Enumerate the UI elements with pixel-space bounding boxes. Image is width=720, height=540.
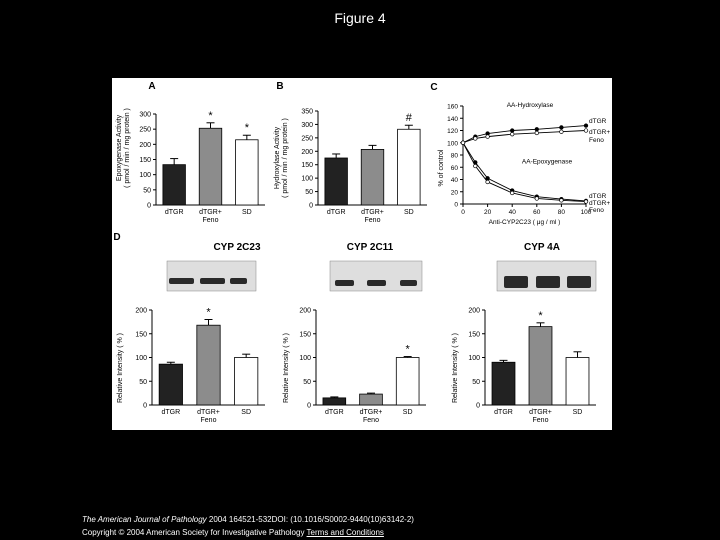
figure-chart: [112, 78, 612, 430]
citation-text: 2004 164521-532DOI: (10.1016/S0002-9440(10)63142-2): [206, 515, 414, 524]
blot-title: CYP 2C11: [346, 242, 394, 253]
significance-mark: *: [206, 306, 211, 319]
bar: [398, 129, 421, 205]
hydroxylase-label: AA-Hydroxylase: [506, 102, 554, 110]
bar: [159, 364, 182, 405]
panel-a-ylabel: Epoxygenase Activity: [116, 114, 123, 182]
y-tick-label: 300: [301, 121, 313, 129]
x-tick-label: SD: [241, 209, 252, 216]
legend-bottom-label: dTGR: [589, 193, 607, 200]
bar: [566, 358, 589, 406]
y-tick-label: 100: [135, 355, 147, 362]
x-tick-label: dTGR+: [361, 209, 384, 216]
copyright-line: [82, 528, 384, 537]
legend-bottom-label: dTGR+: [589, 200, 611, 207]
panel-c-ylabel: % of control: [438, 149, 445, 187]
blot-strip: [330, 261, 422, 291]
data-point: [584, 124, 588, 128]
data-point: [584, 129, 588, 133]
y-tick-label: 150: [139, 157, 151, 164]
blot-band: [504, 276, 528, 288]
bar: [396, 358, 419, 406]
x-tick-label: 60: [533, 209, 541, 216]
data-point: [560, 130, 564, 134]
bar: [234, 358, 257, 406]
data-point: [486, 176, 490, 180]
x-tick-label-sub: Feno: [202, 217, 219, 224]
x-tick-label-sub: Feno: [364, 217, 381, 224]
data-point: [474, 137, 478, 141]
copyright-text: Copyright © 2004 American Society for Investigative Pathology: [82, 528, 307, 537]
blot-strip: [167, 261, 256, 291]
y-tick-label: 350: [301, 108, 313, 116]
x-tick-label-sub: Feno: [532, 417, 549, 424]
series-line: [463, 131, 586, 143]
y-tick-label: 0: [147, 202, 151, 210]
panel-letter-d: D: [113, 232, 121, 243]
data-point: [560, 126, 564, 130]
x-tick-label: SD: [403, 209, 414, 216]
x-tick-label: 100: [580, 209, 592, 216]
x-tick-label: dTGR: [161, 409, 181, 416]
data-point: [535, 127, 539, 131]
panel-letter-b: B: [276, 81, 284, 92]
y-tick-label: 0: [454, 201, 458, 209]
y-tick-label: 0: [309, 202, 313, 210]
data-point: [474, 164, 478, 168]
bar: [492, 362, 515, 405]
data-point: [486, 180, 490, 184]
y-tick-label: 50: [143, 187, 151, 195]
x-tick-label: SD: [241, 409, 252, 416]
terms-link[interactable]: Terms and Conditions: [306, 528, 384, 537]
data-point: [535, 197, 539, 201]
x-tick-label: dTGR: [494, 409, 513, 416]
panel-d-ylabel: Relative Intensity ( % ): [117, 332, 124, 404]
bar: [529, 327, 552, 405]
y-tick-label: 50: [305, 189, 313, 197]
y-tick-label: 0: [476, 402, 480, 410]
x-tick-label: dTGR+: [197, 409, 220, 416]
y-tick-label: 160: [447, 103, 458, 111]
y-tick-label: 250: [301, 135, 313, 143]
data-point: [486, 135, 490, 139]
y-tick-label: 250: [139, 126, 151, 134]
significance-mark: *: [405, 343, 410, 356]
y-tick-label: 100: [468, 355, 480, 362]
x-tick-label: dTGR+: [529, 409, 552, 416]
page-title: Figure 4: [334, 10, 386, 26]
panel-d-ylabel: Relative Intensity ( % ): [452, 332, 459, 404]
y-tick-label: 100: [139, 172, 151, 180]
bar: [236, 140, 259, 205]
citation-line: [82, 515, 414, 524]
y-tick-label: 100: [447, 140, 458, 148]
significance-mark: *: [538, 309, 543, 322]
y-tick-label: 150: [301, 162, 313, 170]
x-tick-label: 20: [483, 209, 492, 216]
series-line: [463, 143, 586, 202]
data-point: [510, 129, 514, 133]
y-tick-label: 150: [299, 331, 311, 339]
series-line: [463, 143, 586, 201]
panel-b-ylabel-units: ( pmol / min / mg protein ): [282, 118, 289, 198]
y-tick-label: 200: [468, 307, 480, 315]
bar: [361, 149, 384, 205]
x-tick-label: 0: [461, 209, 465, 216]
x-tick-label: dTGR: [324, 409, 344, 416]
figure-panel: [112, 78, 612, 430]
y-tick-label: 200: [301, 148, 313, 156]
legend-top-label: dTGR+: [589, 129, 611, 136]
y-tick-label: 50: [139, 378, 147, 386]
x-tick-label: dTGR+: [359, 409, 383, 416]
x-tick-label: SD: [572, 409, 583, 416]
legend-top-label: Feno: [589, 137, 604, 144]
x-tick-label: dTGR: [326, 209, 346, 216]
y-tick-label: 100: [299, 355, 311, 362]
panel-c-xlabel: Anti-CYP2C23 ( μg / ml ): [488, 219, 561, 226]
blot-title: CYP 2C23: [213, 242, 261, 253]
x-tick-label: SD: [402, 409, 413, 416]
blot-band: [335, 280, 354, 286]
significance-mark: *: [208, 109, 213, 122]
x-tick-label-sub: Feno: [363, 417, 379, 424]
panel-d-ylabel: Relative Intensity ( % ): [283, 332, 290, 404]
y-tick-label: 60: [450, 164, 458, 172]
y-tick-label: 300: [139, 111, 151, 119]
y-tick-label: 0: [143, 402, 147, 410]
blot-band: [200, 278, 225, 284]
blot-band: [367, 280, 386, 286]
journal-name: The American Journal of Pathology: [82, 515, 207, 524]
bar: [197, 325, 220, 405]
y-tick-label: 200: [299, 307, 311, 315]
significance-mark: #: [405, 112, 412, 125]
data-point: [510, 132, 514, 136]
y-tick-label: 80: [450, 152, 458, 160]
data-point: [461, 141, 465, 145]
bar: [163, 165, 186, 205]
y-tick-label: 200: [135, 307, 147, 315]
bar: [323, 398, 346, 405]
bar: [325, 158, 348, 205]
data-point: [584, 200, 588, 204]
y-tick-label: 50: [303, 378, 311, 386]
y-tick-label: 150: [468, 331, 480, 339]
data-point: [510, 191, 514, 195]
blot-band: [169, 278, 194, 284]
y-tick-label: 140: [447, 115, 458, 123]
blot-band: [400, 280, 417, 286]
blot-band: [567, 276, 591, 288]
y-tick-label: 120: [447, 128, 458, 135]
series-line: [463, 126, 586, 143]
legend-top-label: dTGR: [589, 118, 607, 125]
significance-mark: *: [244, 122, 249, 135]
y-tick-label: 200: [139, 141, 151, 149]
bar: [199, 128, 222, 205]
data-point: [560, 199, 564, 203]
x-tick-label: 40: [508, 209, 516, 216]
panel-letter-c: C: [430, 82, 438, 93]
x-tick-label: dTGR+: [199, 209, 222, 216]
y-tick-label: 50: [472, 378, 480, 386]
panel-b-ylabel: Hydroxylase Activity: [274, 126, 281, 190]
y-tick-label: 40: [450, 177, 458, 184]
x-tick-label: dTGR: [164, 209, 184, 216]
x-tick-label: 80: [557, 209, 566, 216]
blot-band: [536, 276, 560, 288]
y-tick-label: 150: [135, 331, 147, 339]
y-tick-label: 20: [450, 189, 458, 197]
epoxygenase-label: AA-Epoxygenase: [521, 158, 573, 166]
legend-bottom-label: Feno: [589, 207, 604, 214]
panel-letter-a: A: [148, 81, 156, 92]
blot-title: CYP 4A: [524, 242, 560, 253]
y-tick-label: 100: [301, 175, 313, 183]
y-tick-label: 0: [307, 402, 311, 410]
data-point: [535, 131, 539, 135]
x-tick-label-sub: Feno: [200, 417, 217, 424]
bar: [360, 394, 383, 405]
blot-band: [230, 278, 247, 284]
panel-a-ylabel-units: ( pmol / min / mg protein ): [124, 108, 131, 188]
